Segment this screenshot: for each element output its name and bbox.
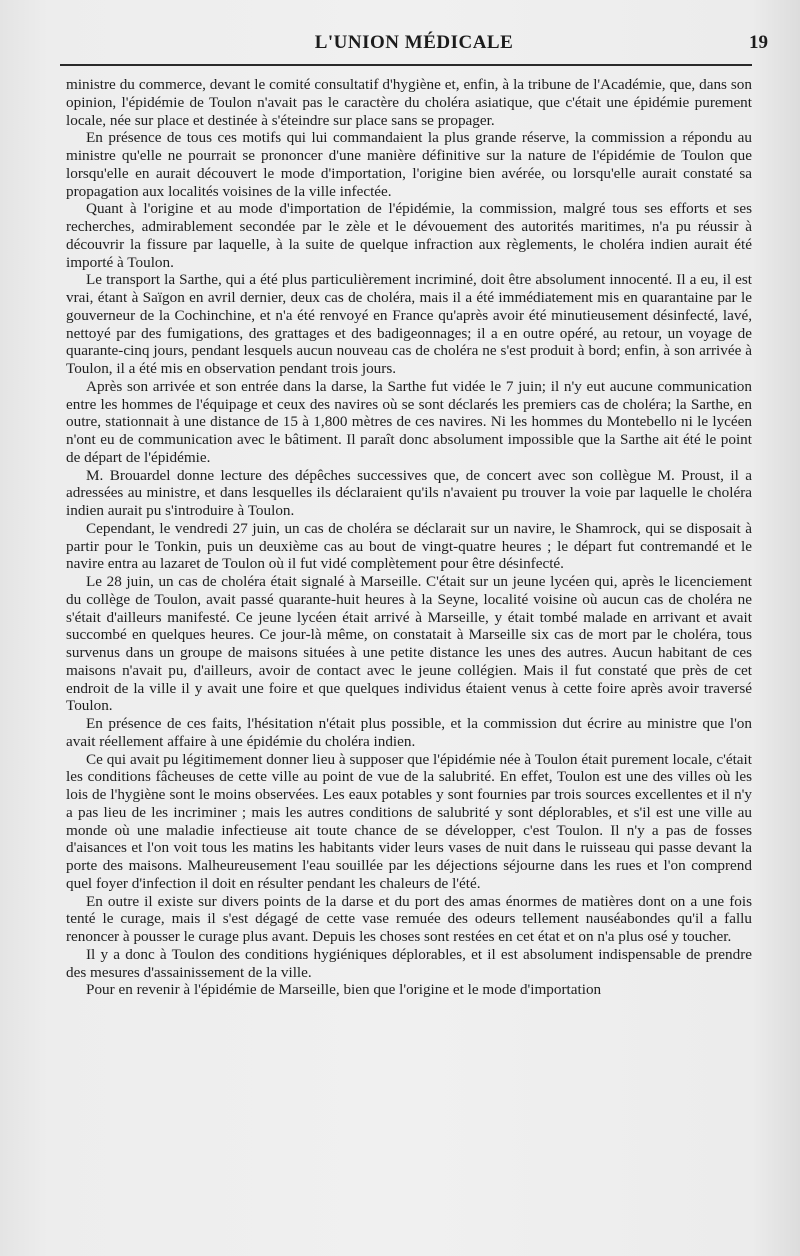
article-body [66, 76, 752, 1241]
paragraph: M. Brouardel donne lecture des dépêches successives que, de concert avec son collègue M. Proust, il a adressées au ministre, et dans lesquelles ils déclaraient qu'ils n'avaient pu trouver la voie par laquelle le choléra indien aurait pu s'introduire à Toulon. [66, 466, 752, 519]
paragraph: Cependant, le vendredi 27 juin, un cas de choléra se déclarait sur un navire, le Shamrock, qui se disposait à partir pour le Tonkin, puis un deuxième cas au bout de vingt-quatre heures ; le départ fut contremandé et le navire entra au lazaret de Toulon où il fut vidé complètement pour être désinfecté. [66, 519, 752, 573]
running-title: L'UNION MÉDICALE [314, 32, 514, 53]
paragraph: Quant à l'origine et au mode d'importation de l'épidémie, la commission, malgré tous ses efforts et ses recherches, admirablement secondée par le zèle et le dévouement des autorités maritimes, n'a pu réussir à découvrir la fissure par laquelle, à la suite de quelque infraction aux règlements, le choléra indien aurait été importé à Toulon. [66, 200, 752, 271]
paragraph: En présence de ces faits, l'hésitation n'était plus possible, et la commission dut écrire au ministre que l'on avait réellement affaire à une épidémie du choléra indien. [66, 715, 752, 750]
paragraph: ministre du commerce, devant le comité consultatif d'hygiène et, enfin, à la tribune de l'Académie, que, dans son opinion, l'épidémie de Toulon n'avait pas le caractère du choléra asiatique, que c'était une épidémie purement locale, née sur place et destinée à s'éteindre sur place sans se propager. [66, 76, 752, 129]
header-rule [60, 64, 752, 66]
paragraph: Après son arrivée et son entrée dans la darse, la Sarthe fut vidée le 7 juin; il n'y eut aucune communication entre les hommes de l'équipage et ceux des navires où se sont déclarés les premiers cas de choléra; la Sarthe, en outre, stationnait à une distance de 15 à 1,800 mètres de ces navires. Ni les hommes du Montebello ni le lycéen n'ont eu de communication avec le bâtiment. Il paraît donc absolument impossible que la Sarthe ait été le point de départ de l'épidémie. [66, 377, 752, 466]
paragraph: Le 28 juin, un cas de choléra était signalé à Marseille. C'était sur un jeune lycéen qui, après le licenciement du collège de Toulon, avait passé quarante-huit heures à la Seyne, localité voisine où aucun cas de choléra ne s'était d'ailleurs manifesté. Ce jeune lycéen était arrivé à Marseille, y était tombé malade en arrivant et avait succombé en quelques heures. Ce jour-là même, on constatait à Marseille six cas de mort par le choléra, tous survenus dans un groupe de maisons situées à une petite distance les unes des autres. Aucun habitant de ces maisons n'avait pu, d'ailleurs, avoir de contact avec le jeune collégien. Mais il fut constaté que près de cet endroit de la ville il y avait une foire et que quelques individus étaient venus à cette foire après avoir traversé Toulon. [66, 573, 752, 715]
page-header [60, 32, 768, 62]
paragraph: Il y a donc à Toulon des conditions hygiéniques déplorables, et il est absolument indispensable de prendre des mesures d'assainissement de la ville. [66, 945, 752, 981]
paragraph: En présence de tous ces motifs qui lui commandaient la plus grande réserve, la commission a répondu au ministre qu'elle ne pourrait se prononcer d'une manière définitive sur la nature de l'épidémie de Toulon que lorsqu'elle en aurait découvert le mode d'importation, l'origine bien avérée, ou lorsqu'elle aurait constaté sa propagation aux localités voisines de la ville infectée. [66, 129, 752, 200]
paragraph: Le transport la Sarthe, qui a été plus particulièrement incriminé, doit être absolument innocenté. Il a eu, il est vrai, étant à Saïgon en avril dernier, deux cas de choléra, mais il a été immédiatement mis en quarantaine par le gouverneur de la Cochinchine, et n'a été renvoyé en France qu'après avoir été minutieusement désinfecté, lavé, nettoyé par des fumigations, des grattages et des badigeonnages; il a en outre opéré, au retour, un voyage de quarante-cinq jours, pendant lesquels aucun nouveau cas de choléra ne s'est produit à bord; enfin, à son arrivée à Toulon, il a été mis en observation pendant trois jours. [66, 271, 752, 377]
paragraph: En outre il existe sur divers points de la darse et du port des amas énormes de matières dont on a une fois tenté le curage, mais il s'est dégagé de cette vase remuée des odeurs tellement nauséabondes qu'il a fallu renoncer à pousser le curage plus avant. Depuis les choses sont restées en cet état et on n'a plus osé y toucher. [66, 892, 752, 945]
paragraph: Pour en revenir à l'épidémie de Marseille, bien que l'origine et le mode d'importation [86, 981, 602, 999]
paragraph: Ce qui avait pu légitimement donner lieu à supposer que l'épidémie née à Toulon était purement locale, c'était les conditions fâcheuses de cette ville au point de vue de la salubrité. En effet, Toulon est une des villes où les lois de l'hygiène sont le moins observées. Les eaux potables y sont fournies par trois sources excellentes et il n'y a pas lieu de les incriminer ; mais les autres conditions de salubrité y sont déplorables, et s'il est une ville au monde où une maladie infectieuse ait toute chance de se développer, c'est Toulon. Il n'y a pas de fosses d'aisances et l'on voit tous les matins les habitants vider leurs vases de nuit dans le ruisseau qui passe devant la porte des maisons. Malheureusement l'eau souillée par les déjections séjourne dans les rues et l'on comprend quel foyer d'infection il doit en résulter pendant les chaleurs de l'été. [66, 750, 752, 892]
page-number: 19 [749, 32, 768, 53]
